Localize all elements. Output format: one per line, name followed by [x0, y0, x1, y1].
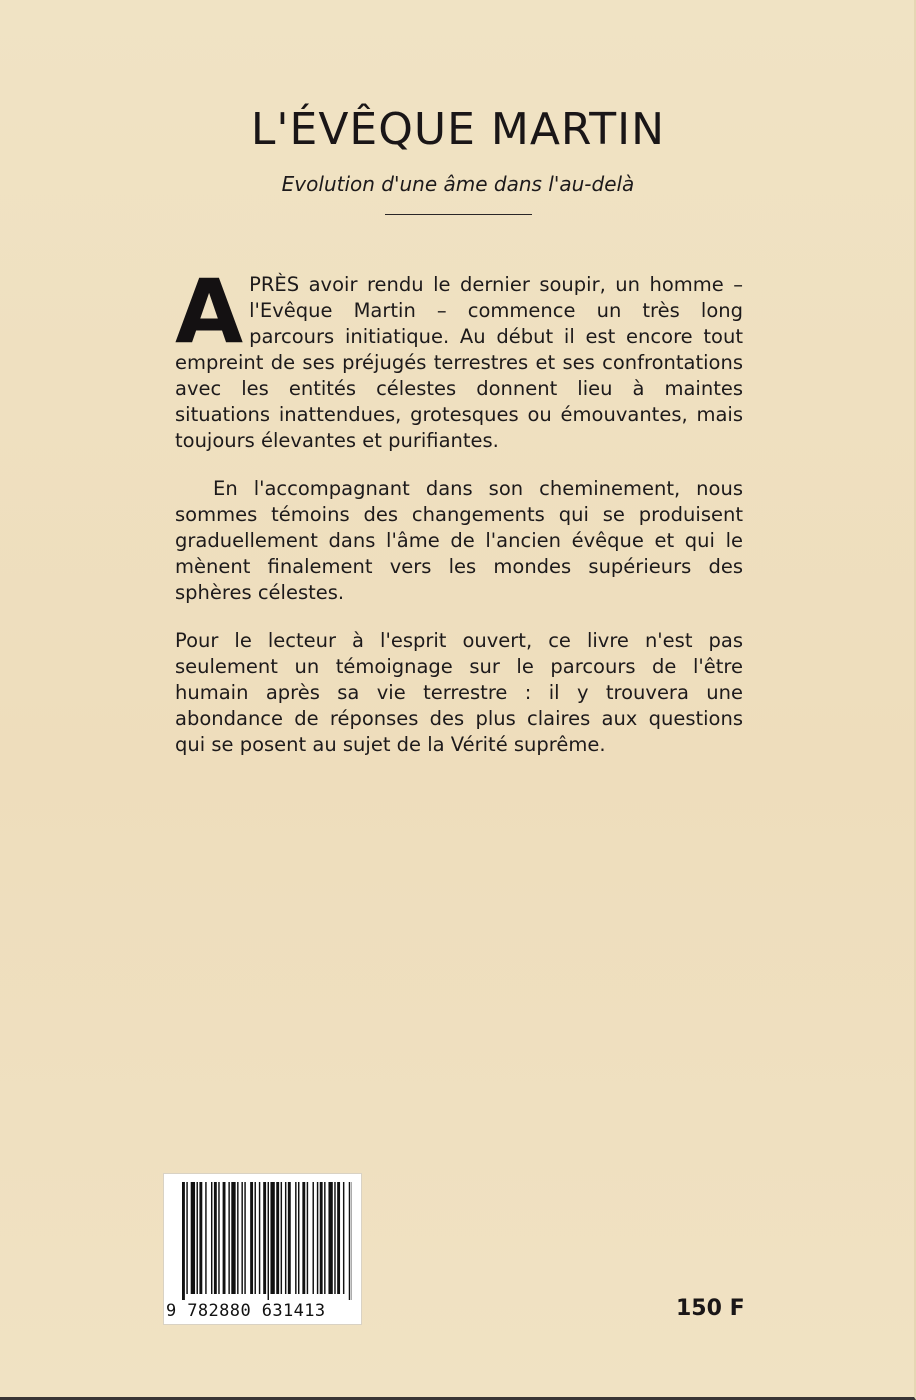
barcode-bar — [270, 1182, 274, 1294]
barcode-bar — [281, 1182, 282, 1294]
blurb — [175, 260, 743, 758]
barcode-bar — [218, 1182, 219, 1294]
barcode-bar — [302, 1182, 305, 1294]
barcode-bar — [199, 1182, 202, 1294]
barcode-bar — [324, 1182, 325, 1294]
isbn-number: 9 782880 631413 — [166, 1301, 326, 1321]
drop-cap: A — [175, 260, 244, 363]
barcode-bar — [328, 1182, 332, 1294]
barcode-bar — [313, 1182, 314, 1294]
barcode-bar — [298, 1182, 299, 1294]
price: 150 F — [676, 1296, 745, 1321]
barcode-bar — [343, 1182, 344, 1294]
blurb-paragraph-3: Pour le lecteur à l'esprit ouvert, ce livre n'est pas seulement un témoignage sur le parcours de l'être humain après sa vie terrestre : il y trouvera une abondance de réponses des plus claires aux questions qui se posent au sujet de la Vérité suprême. — [175, 629, 743, 756]
barcode-bar — [288, 1182, 291, 1294]
isbn-barcode — [163, 1173, 362, 1325]
blurb-paragraph-1-text: PRÈS avoir rendu le dernier soupir, un homme – l'Evêque Martin – commence un très long parcours initiatique. Au début il est encore tout empreint de ses préjugés terrestres et ses confrontations avec les entités célestes donnent lieu à maintes situations inattendues, grotesques ou émouvantes, mais toujours élevantes et purifiantes. — [175, 273, 743, 452]
barcode-bar — [276, 1182, 279, 1294]
barcode-bars — [182, 1182, 352, 1300]
barcode-bar — [317, 1182, 318, 1294]
barcode-bar — [228, 1182, 229, 1294]
barcode-bar — [337, 1182, 340, 1294]
barcode-bar — [244, 1182, 245, 1294]
book-subtitle: Evolution d'une âme dans l'au-delà — [281, 172, 635, 196]
barcode-bar — [250, 1182, 253, 1294]
barcode-bar — [231, 1182, 235, 1294]
barcode-bar — [307, 1182, 308, 1294]
barcode-bar — [237, 1182, 238, 1294]
barcode-bar — [205, 1182, 206, 1294]
barcode-bar — [182, 1182, 185, 1300]
blurb-paragraph-1 — [175, 260, 743, 454]
barcode-bar — [349, 1182, 350, 1300]
book-title: L'ÉVÊQUE MARTIN — [250, 104, 666, 155]
barcode-bar — [186, 1182, 187, 1294]
barcode-bar — [295, 1182, 296, 1294]
barcode-bar — [191, 1182, 195, 1294]
barcode-bar — [268, 1182, 269, 1300]
barcode-bar — [214, 1182, 217, 1294]
barcode-bar — [255, 1182, 256, 1294]
barcode-bar — [241, 1182, 242, 1294]
title-divider — [385, 214, 532, 215]
blurb-paragraph-2: En l'accompagnant dans son cheminement, nous sommes témoins des changements qui se produisent graduellement dans l'âme de l'ancien évêque et qui le mènent finalement vers les mondes supérieurs des sphères célestes. — [175, 477, 743, 604]
barcode-bar — [259, 1182, 260, 1294]
barcode-bar — [334, 1182, 335, 1294]
barcode-bar — [197, 1182, 198, 1294]
barcode-bar — [285, 1182, 286, 1294]
barcode-bar — [211, 1182, 212, 1294]
barcode-bar — [320, 1182, 323, 1294]
barcode-bar — [263, 1182, 266, 1294]
barcode-bar — [223, 1182, 226, 1294]
